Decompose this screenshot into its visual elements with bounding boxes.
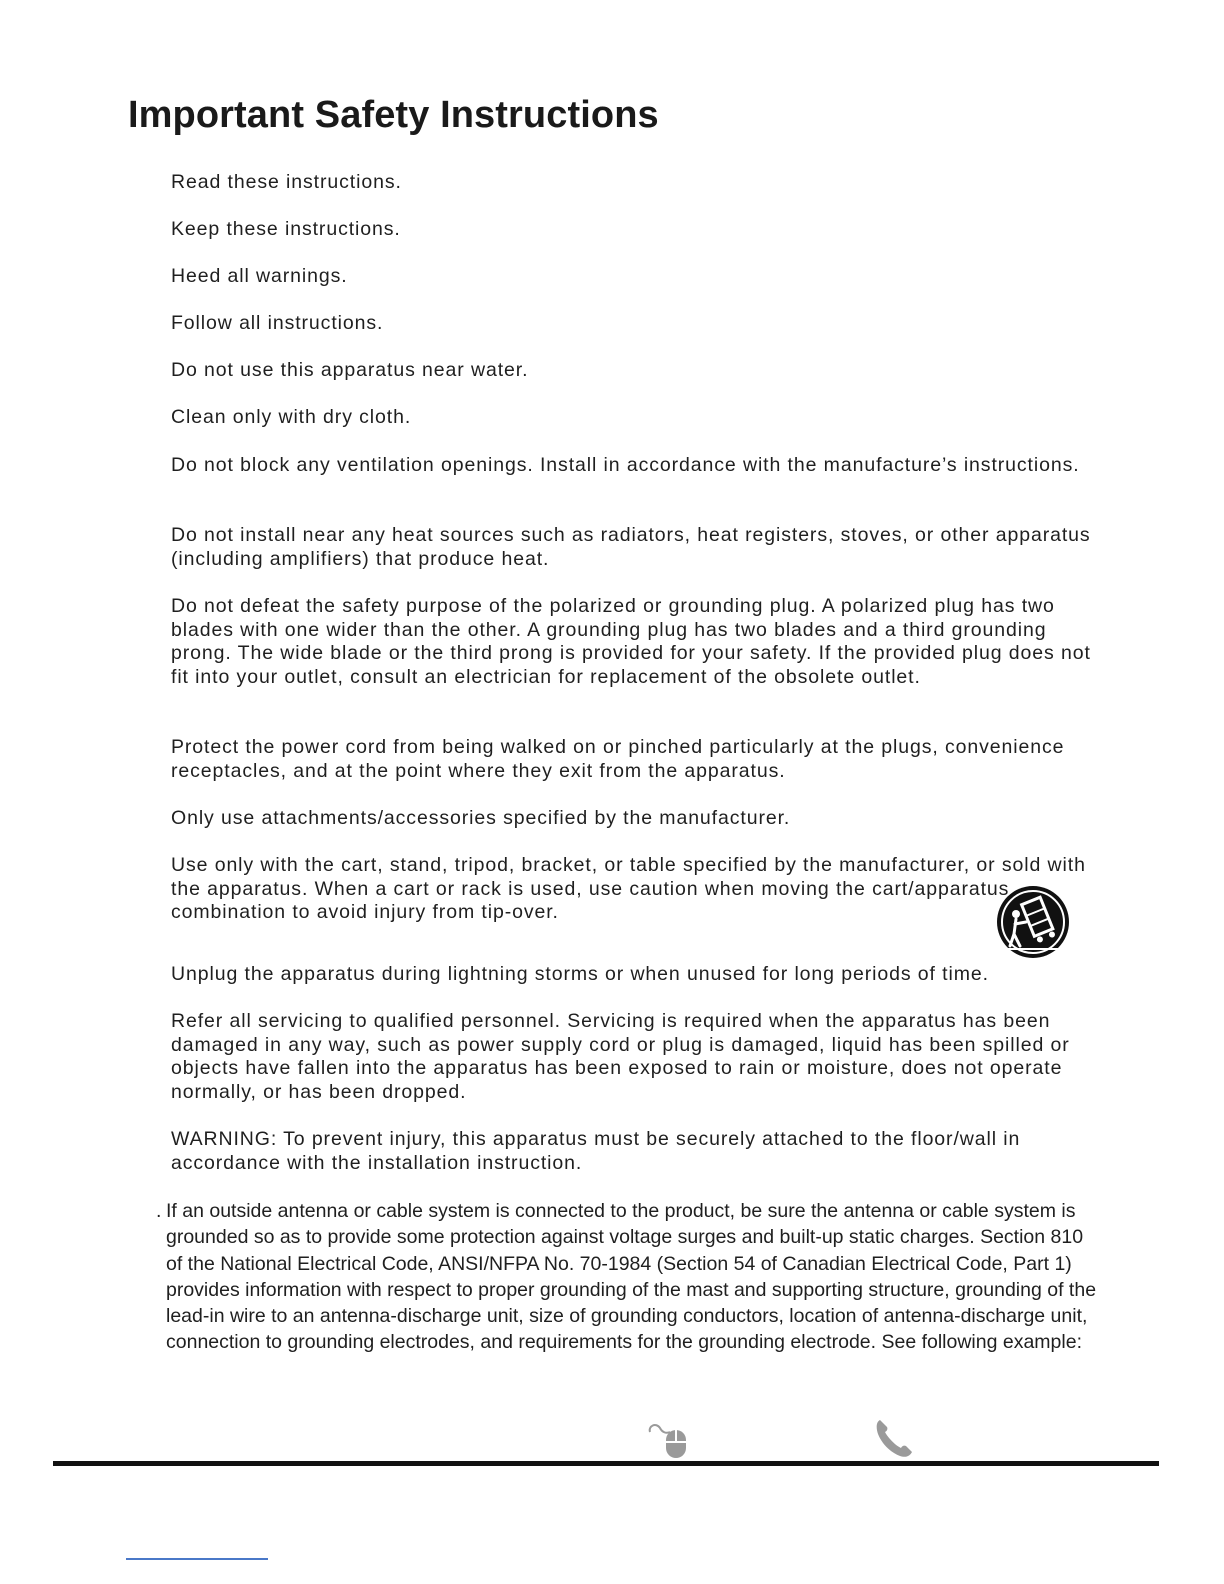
antenna-grounding-text: If an outside antenna or cable system is connected to the product, be sure the antenna or cable system is grounded so as to provide some protection against voltage surges and built-up static charges. Section 810 of the National Electrical Code, ANSI/NFPA No. 70-1984 (Section 54 of Canadian Electrical Code, Part 1) provides information with respect to proper grounding of the mast and supporting structure, grounding of the lead-in wire to an antenna-discharge unit, size of grounding conductors, location of antenna-discharge unit, connection to grounding electrodes, and requirements for the grounding electrode. See following example:: [166, 1200, 1097, 1354]
instruction-follow: Follow all instructions.: [171, 312, 384, 334]
instruction-keep: Keep these instructions.: [171, 218, 401, 240]
link-underline: [126, 1558, 268, 1560]
instruction-ventilation: Do not block any ventilation openings. Install in accordance with the manufacture’s instructions.: [171, 454, 1080, 476]
bullet-dot: .: [156, 1200, 162, 1222]
antenna-grounding-paragraph: [156, 1198, 1101, 1356]
phone-icon: [872, 1416, 916, 1460]
instruction-power-cord: Protect the power cord from being walked on or pinched particularly at the plugs, convenience receptacles, and at the point where they exit from the apparatus.: [171, 736, 1065, 782]
instruction-attachments: Only use attachments/accessories specified by the manufacturer.: [171, 807, 791, 829]
mouse-icon: [646, 1416, 690, 1460]
page-title: Important Safety Instructions: [128, 94, 659, 136]
instruction-clean: Clean only with dry cloth.: [171, 406, 412, 428]
instruction-warning: WARNING: To prevent injury, this apparatus must be securely attached to the floor/wall in accordance with the installation instruction.: [171, 1128, 1021, 1174]
footer-divider: [53, 1461, 1159, 1466]
instruction-heat-sources: Do not install near any heat sources such as radiators, heat registers, stoves, or other apparatus (including amplifiers) that produce heat.: [171, 524, 1091, 570]
instruction-unplug: Unplug the apparatus during lightning storms or when unused for long periods of time.: [171, 963, 989, 985]
instruction-servicing: Refer all servicing to qualified personnel. Servicing is required when the apparatus has been damaged in any way, such as power supply cord or plug is damaged, liquid has been spilled or objects have fallen into the apparatus has been exposed to rain or moisture, does not operate normally, or has been dropped.: [171, 1010, 1070, 1103]
instruction-water: Do not use this apparatus near water.: [171, 359, 529, 381]
cart-tipover-warning-icon: [994, 884, 1072, 962]
instruction-polarized-plug: Do not defeat the safety purpose of the polarized or grounding plug. A polarized plug has two blades with one wider than the other. A grounding plug has two blades and a third grounding prong. The wide blade or the third prong is provided for your safety. If the provided plug does not fit into your outlet, consult an electrician for replacement of the obsolete outlet.: [171, 595, 1091, 688]
instruction-read: Read these instructions.: [171, 171, 402, 193]
instruction-cart: Use only with the cart, stand, tripod, bracket, or table specified by the manufacturer, or sold with the apparatus. When a cart or rack is used, use caution when moving the cart/apparatus combination to avoid injury from tip-over.: [171, 854, 1086, 923]
instruction-heed-warnings: Heed all warnings.: [171, 265, 348, 287]
